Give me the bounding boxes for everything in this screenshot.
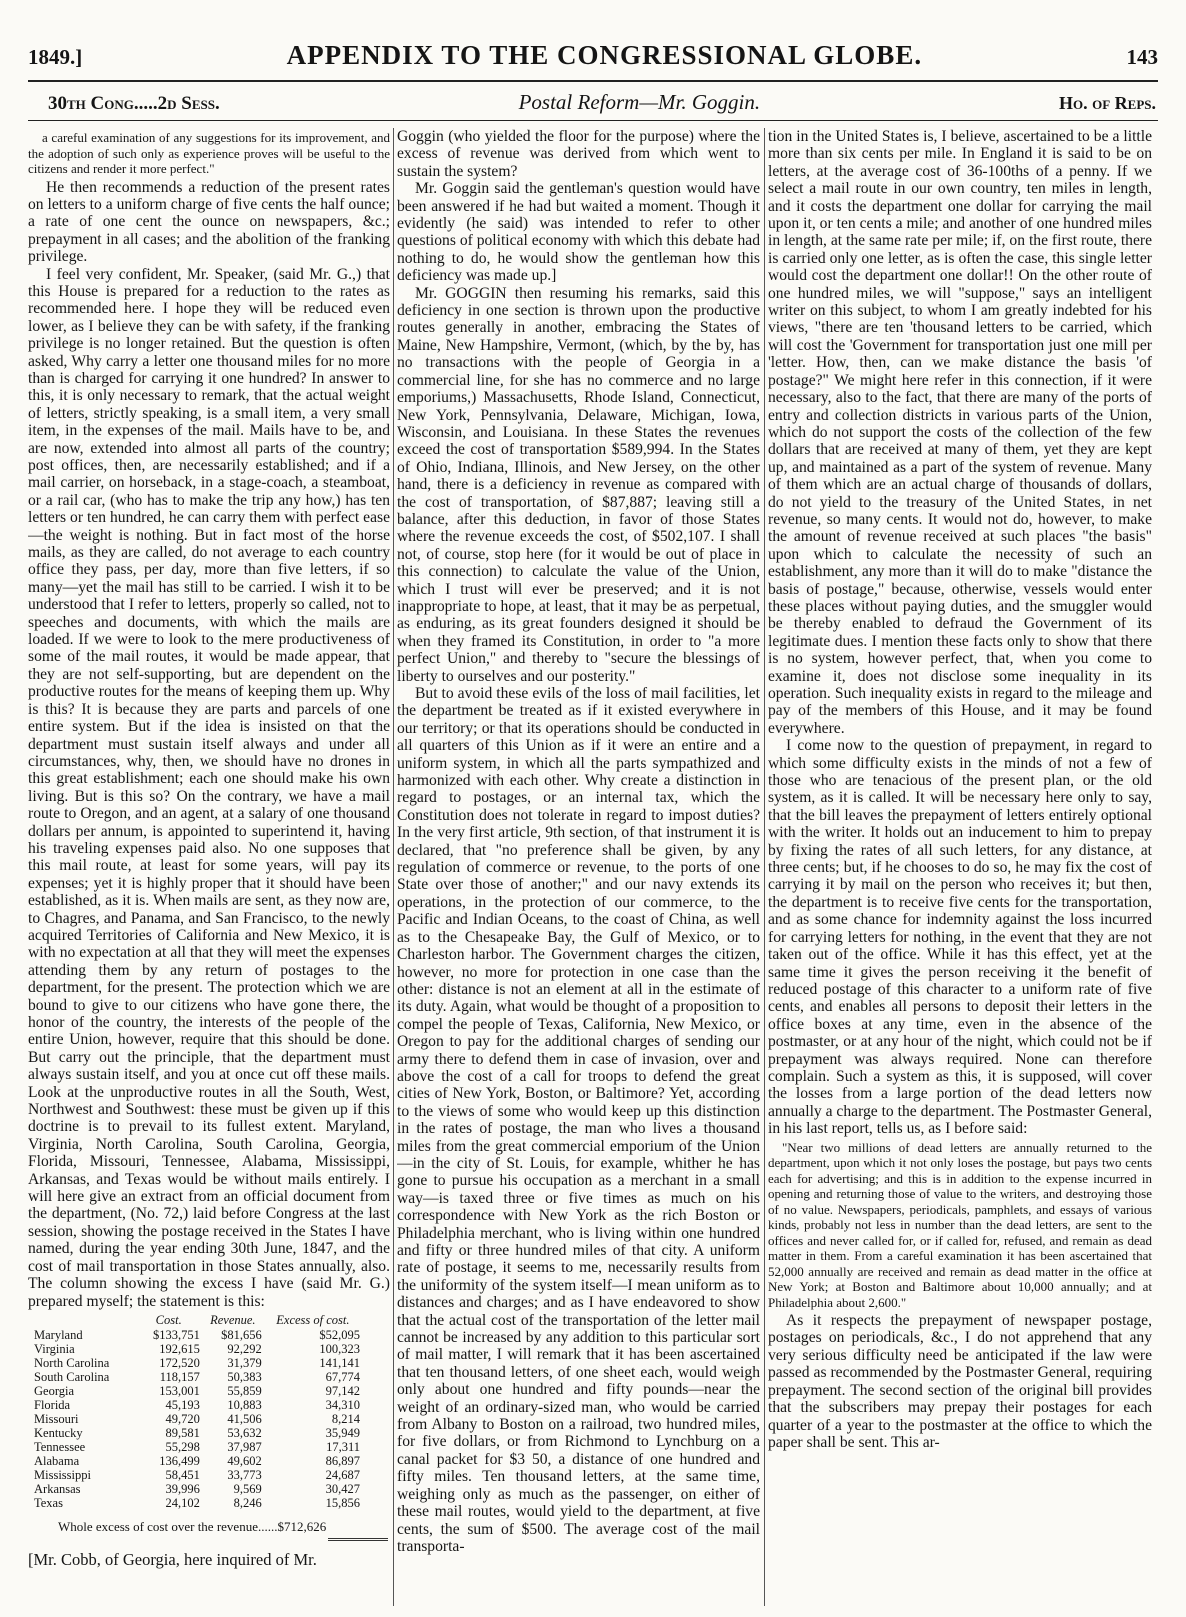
postage-table: [32, 1312, 362, 1510]
paragraph: Mr. Goggin said the gentleman's question would have been answered if he had but waited a moment. Though it evidently (he said) was intended to refer to other questions of political economy with which this debate had nothing to do, he would show the gentleman how this deficiency was made up.]: [397, 180, 760, 285]
table-row: [32, 1328, 362, 1342]
amount-cell: 172,520: [159, 1355, 200, 1370]
table-total: Whole excess of cost over the revenue......$712,626: [58, 1518, 327, 1534]
paragraph: He then recommends a reduction of the present rates on letters to a uniform charge of five cents the half ounce; a rate of one cent the ounce on newspapers, &c.; prepayment in all cases; and the abolition of the franking privilege.: [28, 178, 390, 266]
table-header: [32, 1312, 136, 1328]
paragraph: I feel very confident, Mr. Speaker, (said Mr. G.,) that this House is prepared for a reduction to the rates as recommended here. I hope they will be reduced even lower, as I believe they can be with safety, if the franking privilege is no longer retained. But the question is often asked, Why carry a letter one thousand miles for no more than is charged for carrying it one hundred? In answer to this, it is only necessary to remark, that the actual weight of letters, strictly speaking, is a small item, a very small item, in the expenses of the mail. Mails have to be, and are now, extended into almost all parts of the country; post offices, then, are necessarily established; and if a mail carrier, on horseback, in a stage-coach, a steamboat, or a rail car, (who has to make the trip any how,) has ten letters or ten hundred, he can carry them with perfect ease—the weight is nothing. But in fact most of the horse mails, as they are called, do not average to each country office they pass, per day, more than five letters, if so many—yet the mail has still to be carried. I wish it to be understood that I refer to letters, properly so called, not to speeches and documents, with which the mails are loaded. If we were to look to the mere productiveness of some of the mail routes, it would be made appear, that they are not self-supporting, but are dependent on the productive routes for the means of keeping them up. Why is this? It is because they are parts and parcels of one entire system. But if the idea is insisted on that the department must sustain itself always and under all circumstances, why, then, we should have no drones in this great establishment; each one should make his own living. But is this so? On the contrary, we have a mail route to Oregon, and an agent, at a salary of one thousand dollars per annum, is appointed to superintend it, having his traveling expenses paid also. No one supposes that this mail route, at least for some years, will pay its expenses; yet it is highly proper that it should have been established, as it is. When mails are sent, as they now are, to Chagres, and Panama, and San Francisco, to the newly acquired Territories of California and New Mexico, it is with no expectation at all that they will meet the expenses attending them by any return of postages to the department, for the present. The protection which we are bound to give to our citizens who have gone there, the honor of the country, the interests of the people of the entire Union, however, require that this should be done. But carry out the principle, that the department must always sustain itself, and you at once cut off these mails. Look at the unproductive routes in all the South, West, Northwest and Southwest: these must be given up if this doctrine is to prevail to its fullest extent. Maryland, Virginia, North Carolina, South Carolina, Georgia, Florida, Missouri, Tennessee, Alabama, Mississippi, Arkansas, and Texas would be without mails entirely. I will here give an extract from an official document from the department, (No. 72,) laid before Congress at the last session, showing the postage received in the States I have named, during the year ending 30th June, 1847, and the cost of mail transportation in those States annually, also. The column showing the excess I have (said Mr. G.) prepared myself; the statement is this:: [28, 265, 390, 1310]
table-row: [32, 1440, 362, 1454]
amount-cell: 97,142: [325, 1383, 360, 1398]
publication-title: APPENDIX TO THE CONGRESSIONAL GLOBE.: [286, 40, 923, 70]
amount-cell: 67,774: [325, 1369, 360, 1384]
masthead: [28, 40, 1158, 80]
total-rule: [328, 1538, 388, 1541]
paragraph: But to avoid these evils of the loss of mail facilities, let the department be treated as if it existed everywhere in our territory; or that its operations should be conducted in all quarters of this Union as if it were an entire and a uniform system, in which all the parts sympathized and harmonized with each other. Why create a distinction in regard to postages, or an internal tax, which the Constitution does not tolerate in regard to impost duties? In the very first article, 9th section, of that instrument it is declared, that "no preference shall be given, by any regulation of commerce or revenue, to the ports of one State over those of another;" and our navy extends its operations, in the protection of our commerce, to the Pacific and Indian Oceans, to the coast of China, as well as to the Chesapeake Bay, the Gulf of Mexico, or to Charleston harbor. The Government charges the citizen, however, no more for protection in one case than the other: distance is not an element at all in the estimate of its duty. Again, what would be thought of a proposition to compel the people of Texas, California, New Mexico, or Oregon to pay for the additional charges of sending our army there to defend them in case of invasion, over and above the cost of a call for troops to defend the great cities of New York, Boston, or Baltimore? Yet, according to the views of some who would keep up this distinction in the rates of postage, the man who lives a thousand miles from the great commercial emporium of the Union—in the city of St. Louis, for example, whither he has gone to pursue his occupation as a merchant in a small way—is taxed three or five times as much on his correspondence with New York as the rich Boston or Philadelphia merchant, who is living within one hundred and fifty or three hundred miles of that city. A uniform rate of postage, it seems to me, necessarily results from the uniformity of the system itself—I mean uniform as to distances and charges; and as I have endeavored to show that the actual cost of the transportation of the letter mail cannot be increased by any addition to this particular sort of mail matter, I will remark that it has been ascertained that ten thousand letters, of one sheet each, would weigh only about one hundred and fifty pounds—near the weight of an ordinary-sized man, who would be carried from Albany to Boston on a railroad, two hundred miles, for five dollars, or from Richmond to Lynchburg on a canal packet for $3 50, a distance of one hundred and fifty miles. Ten thousand letters, at the same time, weighing only as much as the passenger, on either of these mail routes, would yield to the department, at five cents, the sum of $500. The average cost of the mail transporta-: [397, 685, 760, 1555]
amount-cell: $52,095: [319, 1327, 360, 1342]
table-row: [32, 1384, 362, 1398]
amount-cell: 41,506: [227, 1411, 262, 1426]
amount-cell: 55,859: [227, 1383, 262, 1398]
table-row: [32, 1356, 362, 1370]
amount-cell: 49,602: [227, 1453, 262, 1468]
header-rule: [28, 80, 1158, 82]
state-name-cell: Florida: [34, 1397, 71, 1412]
column-divider: [764, 128, 765, 1606]
state-name-cell: South Carolina: [34, 1369, 110, 1384]
table-header: Revenue.: [210, 1312, 256, 1327]
paragraph: As it respects the prepayment of newspaper postage, postages on periodicals, &c., I do not apprehend that any very serious difficulty need be anticipated if the law were passed as recommended by the Postmaster General, requiring prepayment. The second section of the original bill provides that the subscribers may prepay their postages for each quarter of a year to the postmaster at the office to which the paper shall be sent. This ar-: [768, 1312, 1152, 1451]
table-row: [32, 1454, 362, 1468]
amount-cell: 58,451: [165, 1467, 200, 1482]
amount-cell: $133,751: [153, 1327, 200, 1342]
running-head: [48, 90, 1156, 118]
table-row: [32, 1342, 362, 1356]
house-label: Ho. of Reps.: [1058, 93, 1156, 113]
column-2: [397, 128, 760, 1606]
table-body: [32, 1328, 362, 1510]
state-name-cell: Kentucky: [34, 1425, 83, 1440]
state-name-cell: Mississippi: [34, 1467, 91, 1482]
amount-cell: 86,897: [325, 1453, 360, 1468]
state-name-cell: Georgia: [34, 1383, 75, 1398]
table-row: [32, 1426, 362, 1440]
state-name-cell: Maryland: [34, 1327, 83, 1342]
paragraph: tion in the United States is, I believe, ascertained to be a little more than six cents per mile. In England it is said to be on letters, at the average cost of 36-100ths of a penny. If we select a mail route in our own country, ten miles in length, and it costs the department one dollar for carrying the mail upon it, or ten cents a mile; and another of one hundred miles in length, at the same rate per mile; if, on the first route, there is carried only one letter, as is often the case, this single letter would cost the department one dollar!! On the other route of one hundred miles, we will "suppose," says an intelligent writer on this subject, to whom I am greatly indebted for his views, "there are ten 'thousand letters to be carried, which will cost the 'Government for transportation just one mill per 'letter. How, then, can we make distance the basis 'of postage?" We might here refer in this connection, if it were necessary, also to the fact, that there are many of the ports of entry and collection districts in various parts of the Union, which do not support the costs of the collection of the few dollars that are received at many of them, yet they are kept up, and maintained as a part of the system of revenue. Many of them which are an actual charge of thousands of dollars, do not yield to the treasury of the United States, in net revenue, so many cents. It would not do, however, to make the amount of revenue received at such places "the basis" upon which to calculate the necessity of such an establishment, any more than it will do to make "distance the basis of postage," because, otherwise, vessels would enter these places without paying duties, and the smuggler would be thereby enabled to defraud the Government of its legitimate dues. I mention these facts only to show that there is no system, however perfect, that, when you come to examine it, does not disclose some inequality in its operation. Such inequality exists in regard to the mileage and pay of the members of this House, and it may be found everywhere.: [768, 128, 1152, 737]
table-row: [32, 1482, 362, 1496]
amount-cell: 8,214: [331, 1411, 360, 1426]
closing-note: [Mr. Cobb, of Georgia, here inquired of Mr.: [28, 1550, 317, 1570]
quoted-paragraph: a careful examination of any suggestions for its improvement, and the adoption of such only as experience proves will be useful to the citizens and render it more perfect.": [28, 130, 390, 176]
amount-cell: 10,883: [227, 1397, 262, 1412]
column-1-text: [28, 130, 390, 1310]
quoted-paragraph: "Near two millions of dead letters are annually returned to the department, upon which it not only loses the postage, but pays two cents each for advertising; and this is in addition to the expense incurred in opening and returning those of value to the writers, and destroying those of no value. Newspapers, periodicals, pamphlets, and essays of various kinds, probably not less in number than the dead letters, are sent to the offices and never called for, or if called for, refused, and remain as dead matter in them. From a careful examination it has been ascertained that 52,000 annually are received and remain as dead matter in the office at New York; at Boston and Baltimore about 10,000 annually; and at Philadelphia about 2,600.": [768, 1139, 1152, 1310]
paragraph: Goggin (who yielded the floor for the purpose) where the excess of revenue was derived from which went to sustain the system?: [397, 128, 760, 180]
amount-cell: 53,632: [227, 1425, 262, 1440]
table-header-row: [32, 1312, 362, 1328]
amount-cell: 31,379: [227, 1355, 262, 1370]
column-1: [28, 128, 390, 1606]
state-name-cell: North Carolina: [34, 1355, 110, 1370]
paragraph: I come now to the question of prepayment, in regard to which some difficulty exists in the minds of not a few of those who are tenacious of the present plan, or the old system, as it is called. It will be necessary here only to say, that the bill leaves the prepayment of letters entirely optional with the writer. It holds out an inducement to him to prepay by fixing the rates of all such letters, for any distance, at three cents; but, if he chooses to do so, he may fix the cost of carrying it by mail on the person who receives it; but then, the department is to receive five cents for the transportation, and as some chance for indemnity against the loss incurred for carrying letters for nothing, in the event that they are not taken out of the office. While it has this effect, yet at the same time it gives the person receiving it the benefit of reduced postage of this character to a uniform rate of five cents, and enables all persons to deposit their letters in the office boxes at any time, even in the absence of the postmaster, or at any hour of the night, which could not be if prepayment was always required. None can therefore complain. Such a system as this, it is supposed, will cover the losses from a large portion of the dead letters now annually a charge to the department. The Postmaster General, in his last report, tells us, as I before said:: [768, 737, 1152, 1138]
amount-cell: 45,193: [165, 1397, 200, 1412]
column-3: [768, 128, 1152, 1606]
amount-cell: 24,687: [325, 1467, 360, 1482]
table-row: [32, 1412, 362, 1426]
table-row: [32, 1496, 362, 1510]
table-header: Cost.: [155, 1312, 182, 1327]
state-name-cell: Arkansas: [34, 1481, 81, 1496]
state-name-cell: Alabama: [34, 1453, 80, 1468]
amount-cell: 24,102: [165, 1495, 200, 1510]
amount-cell: 100,323: [319, 1341, 360, 1356]
amount-cell: 89,581: [165, 1425, 200, 1440]
amount-cell: 92,292: [227, 1341, 262, 1356]
session-label: 30th Cong.....2d Sess.: [48, 93, 220, 114]
article-title: Postal Reform—Mr. Goggin.: [518, 90, 761, 114]
state-name-cell: Texas: [34, 1495, 63, 1510]
subhead-rule: [28, 120, 1158, 121]
paragraph: Mr. GOGGIN then resuming his remarks, said this deficiency in one section is thrown upon the productive routes generally in another, embracing the States of Maine, New Hampshire, Vermont, (which, by the by, has no transactions with the people of Georgia in a commercial line, for she has no commerce and no large emporiums,) Massachusetts, Rhode Island, Connecticut, New York, Pennsylvania, Delaware, Michigan, Iowa, Wisconsin, and Louisiana. In these States the revenues exceed the cost of transportation $589,994. In the States of Ohio, Indiana, Illinois, and New Jersey, on the other hand, there is a deficiency in revenue as compared with the cost of transportation, of $87,887; leaving still a balance, after this deduction, in favor of those States where the revenue exceeds the cost, of $502,107. I shall not, of course, stop here (for it would be out of place in this connection) to calculate the value of the Union, which I trust will ever be preserved; and it is not inappropriate to hope, at least, that it may be as perpetual, as enduring, as its great founders designed it should be when they framed its Constitution, in order to "a more perfect Union," and thereby to "secure the blessings of liberty to ourselves and our posterity.": [397, 284, 760, 685]
amount-cell: 136,499: [159, 1453, 200, 1468]
amount-cell: 49,720: [165, 1411, 200, 1426]
table-row: [32, 1370, 362, 1384]
amount-cell: 153,001: [159, 1383, 200, 1398]
state-name-cell: Missouri: [34, 1411, 79, 1426]
amount-cell: $81,656: [221, 1327, 262, 1342]
amount-cell: 33,773: [227, 1467, 262, 1482]
amount-cell: 17,311: [326, 1439, 360, 1454]
amount-cell: 8,246: [233, 1495, 262, 1510]
total-value: $712,626: [277, 1518, 327, 1534]
amount-cell: 50,383: [227, 1369, 262, 1384]
page-number: 143: [1126, 45, 1158, 69]
page-year: 1849.]: [28, 45, 83, 69]
state-name-cell: Tennessee: [34, 1439, 86, 1454]
amount-cell: 118,157: [159, 1369, 200, 1384]
state-name-cell: Virginia: [34, 1341, 75, 1356]
amount-cell: 35,949: [325, 1425, 360, 1440]
amount-cell: 141,141: [319, 1355, 360, 1370]
amount-cell: 34,310: [325, 1397, 360, 1412]
amount-cell: 55,298: [165, 1439, 200, 1454]
amount-cell: 9,569: [233, 1481, 262, 1496]
amount-cell: 15,856: [325, 1495, 360, 1510]
amount-cell: 39,996: [165, 1481, 200, 1496]
table-row: [32, 1468, 362, 1482]
total-label: Whole excess of cost over the revenue: [58, 1518, 258, 1534]
amount-cell: 30,427: [325, 1481, 360, 1496]
amount-cell: 192,615: [159, 1341, 200, 1356]
table-row: [32, 1398, 362, 1412]
column-divider: [393, 128, 394, 1606]
table-header: Excess of cost.: [276, 1312, 350, 1327]
amount-cell: 37,987: [227, 1439, 262, 1454]
